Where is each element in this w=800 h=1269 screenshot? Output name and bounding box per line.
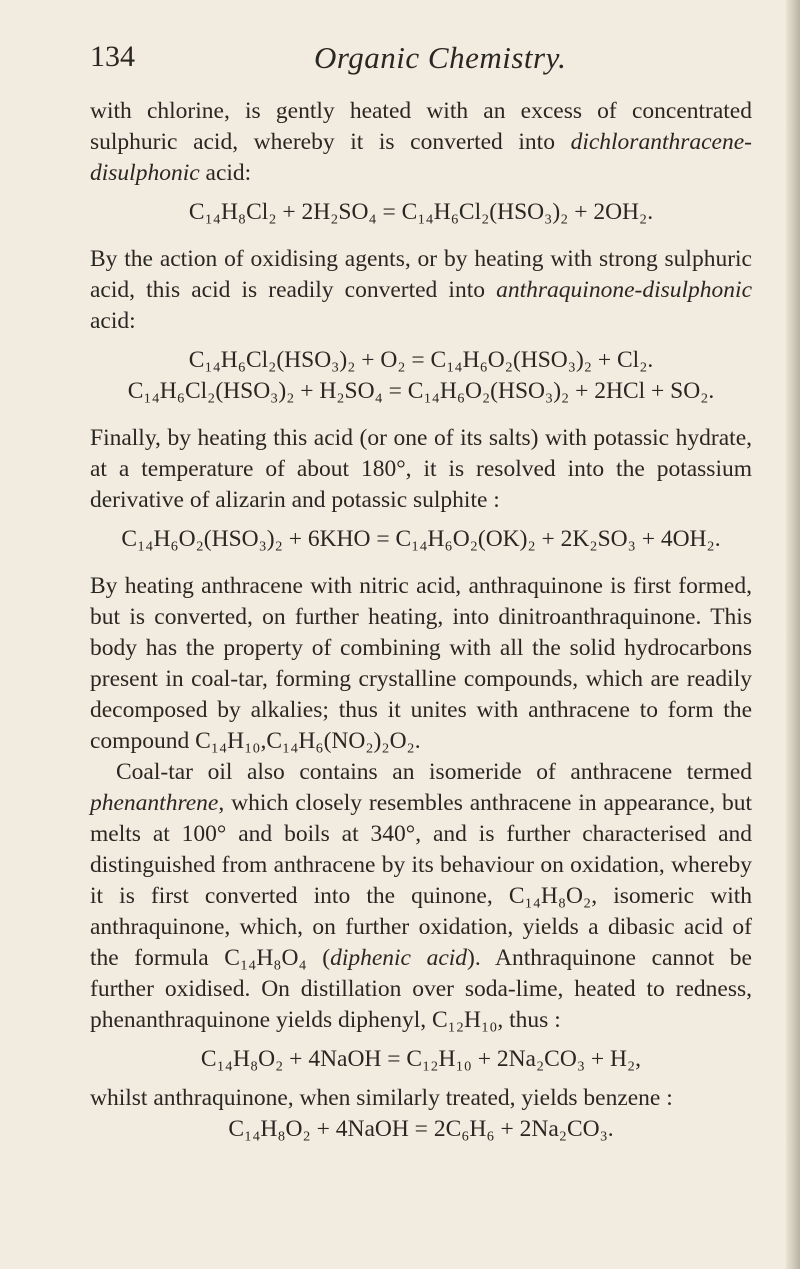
- term-dichloranthracene-disulphonic: dichloranthracene-disulphonic: [90, 129, 752, 186]
- paragraph-1: [90, 96, 752, 189]
- paragraph-1-tail: acid:: [199, 160, 252, 186]
- paragraph-5-middle: , which closely resembles anthracene in appearance, but melts at 100° and boils at 340°, and is further characterised and distinguished from anthracene by its behaviour on oxidation, whereby it is first converted into the quinone, C₁₄H₈O₂, isomeric with anthraquinone, which, on further oxidation, yields a dibasic acid of the formula C₁₄H₈O₄ (: [90, 790, 752, 971]
- page-number: 134: [90, 40, 135, 73]
- equation-4: C₁₄H₆O₂(HSO₃)₂ + 6KHO = C₁₄H₆O₂(OK)₂ + 2K₂SO₃ + 4OH₂.: [121, 526, 721, 552]
- equation-1: C₁₄H₈Cl₂ + 2H₂SO₄ = C₁₄H₆Cl₂(HSO₃)₂ + 2OH₂.: [188, 199, 654, 225]
- term-anthraquinone-disulphonic: anthraquinone-disulphonic: [496, 277, 752, 303]
- paragraph-2-tail: acid:: [90, 308, 136, 334]
- term-diphenic-acid: diphenic acid: [330, 945, 468, 971]
- paragraph-6: whilst anthraquinone, when similarly treated, yields benzene :: [90, 1085, 673, 1111]
- equation-5: C₁₄H₈O₂ + 4NaOH = C₁₂H₁₀ + 2Na₂CO₃ + H₂,: [200, 1046, 642, 1072]
- page-edge-shadow: [786, 0, 800, 1269]
- body-text: [90, 96, 752, 1145]
- running-title: Organic Chemistry.: [314, 40, 567, 75]
- term-phenanthrene: phenanthrene: [90, 790, 219, 816]
- paragraph-5-tail: ). Anthraquinone cannot be further oxidised. On distillation over soda-lime, heated to redness, phenanthraquinone yields diphenyl, C₁₂H₁₀, thus :: [90, 945, 752, 1033]
- equation-3: C₁₄H₆Cl₂(HSO₃)₂ + H₂SO₄ = C₁₄H₆O₂(HSO₃)₂ + 2HCl + SO₂.: [127, 378, 715, 404]
- page-header: [90, 40, 780, 80]
- paragraph-5-text: Coal-tar oil also contains an isomeride of anthracene termed: [116, 759, 752, 785]
- paragraph-2: [90, 244, 752, 337]
- paragraph-5: [90, 757, 752, 1036]
- paragraph-4: By heating anthracene with nitric acid, anthraquinone is first formed, but is converted, on further heating, into dinitroanthraquinone. This body has the property of combining with all the solid hydrocarbons present in coal-tar, forming crystalline compounds, which are readily decomposed by alkalies; thus it unites with anthracene to form the compound C₁₄H₁₀,C₁₄H₆(NO₂)₂O₂.: [90, 573, 752, 754]
- equation-2: C₁₄H₆Cl₂(HSO₃)₂ + O₂ = C₁₄H₆O₂(HSO₃)₂ + Cl₂.: [188, 347, 654, 373]
- paragraph-1-text: with chlorine, is gently heated with an excess of concentrated sulphuric acid, whereby it is converted into: [90, 98, 752, 155]
- paragraph-3: Finally, by heating this acid (or one of its salts) with potassic hydrate, at a temperature of about 180°, it is resolved into the potassium derivative of alizarin and potassic sulphite :: [90, 425, 752, 513]
- equation-6: C₁₄H₈O₂ + 4NaOH = 2C₆H₆ + 2Na₂CO₃.: [228, 1116, 614, 1142]
- paragraph-2-text: By the action of oxidising agents, or by heating with strong sulphuric acid, this acid is readily converted into: [90, 246, 752, 303]
